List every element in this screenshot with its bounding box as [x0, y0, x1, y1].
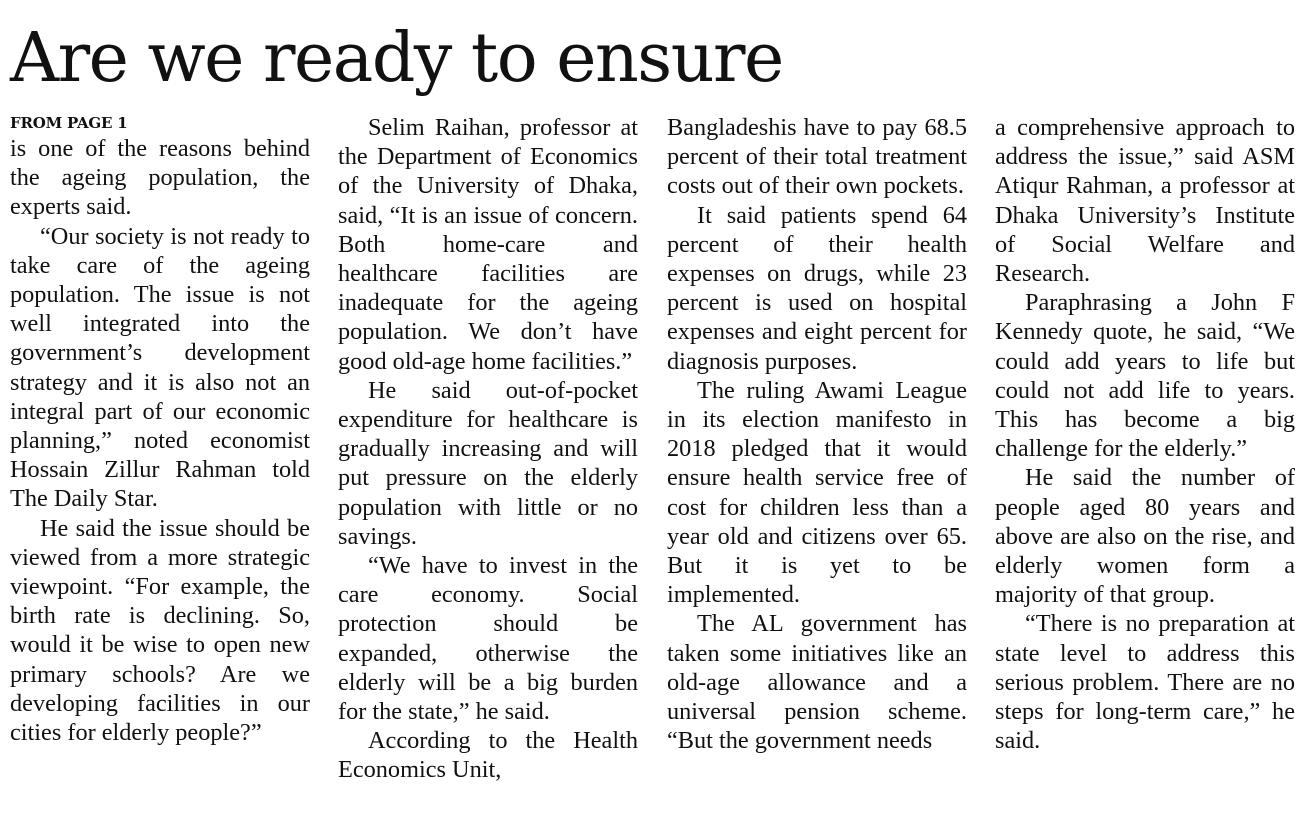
article-column-3 [667, 112, 967, 755]
article-column-1 [10, 112, 310, 747]
paragraph: Paraphrasing a John F Kennedy quote, he said, “We could add years to life but could not add life to years. This has become a big challenge for the elderly.” [995, 289, 1295, 463]
continuation-kicker: FROM PAGE 1 [10, 114, 128, 132]
paragraph: He said out-of-pocket expenditure for healthcare is gradually increasing and will put pressure on the elderly population with little or no savings. [338, 376, 638, 550]
paragraph: “There is no preparation at state level to address this serious problem. There are no steps for long-term care,” he said. [995, 610, 1295, 755]
headline: Are we ready to ensure [10, 19, 783, 98]
paragraph: He said the issue should be viewed from a more strategic viewpoint. “For example, the birth rate is declining. So, would it be wise to open new primary schools? Are we developing facilities in our cities for elderly people?” [10, 514, 310, 747]
paragraph: Bangladeshis have to pay 68.5 percent of their total treatment costs out of their own pockets. [667, 114, 967, 200]
paragraph: He said the number of people aged 80 years and above are also on the rise, and elderly women form a majority of that group. [995, 464, 1295, 609]
article-column-4 [995, 112, 1295, 755]
paragraph: Selim Raihan, professor at the Department of Economics of the University of Dhaka, said, “It is an issue of concern. Both home-care and healthcare facilities are inadequate for the ageing population. We don’t have good old-age home facilities.” [338, 114, 638, 375]
paragraph: “We have to invest in the care economy. Social protection should be expanded, otherwise the elderly will be a big burden for the state,” he said. [338, 552, 638, 726]
paragraph: According to the Health Economics Unit, [338, 727, 638, 784]
paragraph: It said patients spend 64 percent of their health expenses on drugs, while 23 percent is used on hospital expenses and eight percent for diagnosis purposes. [667, 201, 967, 375]
paragraph: The ruling Awami League in its election manifesto in 2018 pledged that it would ensure health service free of cost for children less than a year old and citizens over 65. But it is yet to be implemented. [667, 376, 967, 609]
paragraph: “Our society is not ready to take care of the ageing population. The issue is not well integrated into the government’s development strategy and it is also not an integral part of our economic planning,” noted economist Hossain Zillur Rahman told The Daily Star. [10, 222, 310, 513]
paragraph: is one of the reasons behind the ageing population, the experts said. [10, 135, 310, 221]
paragraph: a comprehensive approach to address the issue,” said ASM Atiqur Rahman, a professor at Dhaka University’s Institute of Social Welfare and Research. [995, 114, 1295, 288]
paragraph: The AL government has taken some initiatives like an old-age allowance and a universal pension scheme. “But the government needs [667, 610, 967, 755]
article-column-2 [338, 112, 638, 785]
